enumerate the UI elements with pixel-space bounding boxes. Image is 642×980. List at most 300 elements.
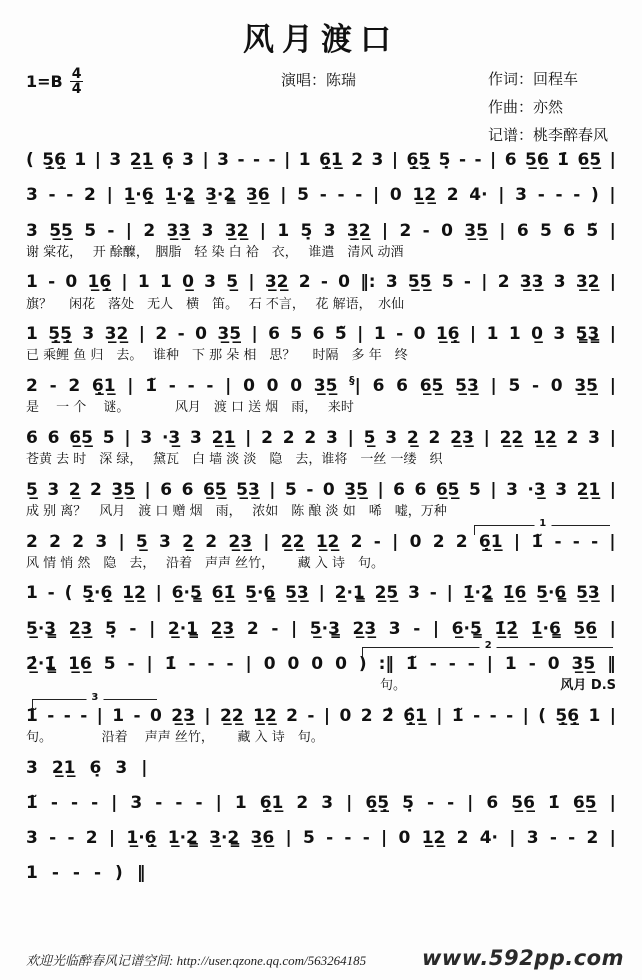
note-token: -	[206, 376, 214, 397]
note-token: 2	[246, 618, 259, 639]
music-row	[26, 654, 616, 675]
note-token: 1	[588, 705, 601, 726]
note-token: 4·	[469, 185, 488, 206]
note-token: 2̲3̲	[228, 531, 253, 552]
lyrics-row	[26, 297, 616, 313]
note-token: 0	[413, 324, 426, 345]
music-row	[26, 185, 616, 206]
lyrics-row	[26, 730, 616, 746]
note-token: 5̃	[586, 220, 599, 241]
note-token: 5̲3̲	[576, 583, 600, 604]
note-token: 3	[371, 150, 384, 170]
note-token: 3̲2̲	[346, 220, 371, 241]
note-token: -	[253, 150, 261, 170]
note-token: 5̳3̳	[575, 324, 600, 345]
note-token: |	[609, 618, 616, 639]
note-token: 5̲3̲	[236, 479, 260, 500]
note-token: 2	[455, 531, 468, 552]
note-token: |	[251, 324, 258, 345]
note-token: 3̲5̲	[217, 324, 242, 345]
note-token: 3	[553, 324, 566, 345]
volta-number: 2	[480, 641, 497, 651]
note-token: 6̲5̲	[202, 479, 227, 500]
score-line	[26, 517, 616, 572]
note-token: -	[187, 376, 195, 397]
lyrics-row	[26, 678, 616, 694]
note-token: |	[125, 220, 133, 241]
note-token: 5̲	[363, 427, 376, 448]
note-token: |	[202, 150, 209, 170]
note-token: 2	[72, 531, 85, 552]
score-line	[26, 639, 616, 694]
note-token: |	[215, 792, 222, 813]
note-token: -	[572, 531, 580, 552]
note-token: 0	[150, 705, 162, 726]
note-token: 2	[261, 427, 273, 448]
note-token: 6	[47, 427, 60, 448]
lyrics-text: 句。 沿着 声声 丝竹， 藏 入 诗 句。	[26, 730, 324, 745]
lyrics-text: 已 乘鲤 鱼 归 去。 谁种 下 那 朵 相 思？ 时隔 多 年 终	[26, 348, 408, 364]
note-token: 1	[486, 324, 499, 345]
note-token: -	[155, 792, 163, 813]
note-token: -	[447, 792, 455, 813]
note-token: 6	[563, 220, 576, 241]
note-token: -	[50, 792, 58, 813]
note-token: |	[469, 324, 477, 345]
note-token: 6	[396, 376, 408, 397]
note-token: 1̲2̲	[122, 583, 146, 604]
note-token: 6̣̲1̲	[259, 792, 284, 813]
note-token: 3̲·2̳	[209, 828, 240, 849]
note-token: 2	[90, 479, 102, 500]
note-token: 3	[182, 150, 194, 170]
note-token: 2̲	[182, 531, 194, 552]
note-token: 5̣	[300, 220, 313, 241]
score-line	[26, 216, 616, 261]
volta-bracket	[474, 517, 610, 535]
note-token: -	[554, 531, 562, 552]
note-token: -	[268, 150, 276, 170]
music-row	[26, 619, 616, 640]
note-token: 1	[277, 220, 290, 241]
note-token: 5	[469, 479, 481, 500]
note-token: 5̣	[402, 792, 414, 813]
score-line	[26, 371, 616, 416]
note-token: 1	[26, 583, 38, 604]
note-token: 1̇	[164, 653, 177, 674]
note-token: -	[532, 376, 540, 397]
note-token: 1̲̇2̲̇	[494, 618, 519, 639]
note-token: 0	[335, 653, 347, 674]
note-token: |	[609, 792, 616, 813]
note-token: -	[66, 185, 74, 206]
note-token: 1̇	[547, 792, 560, 813]
watermark: www.592pp.com	[422, 946, 624, 970]
note-token: 2	[350, 531, 363, 552]
key-signature	[26, 67, 83, 96]
note-token: |	[609, 150, 616, 170]
note-token: 1̲·6̣̲	[126, 828, 157, 849]
note-token: 5	[441, 272, 454, 293]
note-token: 3	[217, 150, 229, 170]
note-token: -	[528, 653, 536, 674]
note-token: 3	[388, 618, 401, 639]
note-token: -	[237, 150, 245, 170]
note-token: 0	[243, 376, 255, 397]
note-token: 1̲·6̣̲	[123, 185, 154, 206]
note-token: 5̲·6̳	[536, 583, 567, 604]
note-token: 6	[160, 479, 173, 500]
note-token: 1	[26, 863, 38, 884]
note-token: 1̃	[405, 653, 418, 674]
music-row	[26, 324, 616, 345]
note-token: 5	[540, 220, 552, 241]
music-row	[26, 272, 616, 293]
note-token: -	[127, 653, 135, 674]
note-token: ‖	[607, 653, 616, 674]
note-token: 1̲̇·2̳̇	[462, 583, 493, 604]
note-token: 1	[74, 150, 87, 170]
note-token: 3	[47, 479, 60, 500]
note-token: 0	[339, 705, 352, 726]
note-token: 3̲2̲	[224, 220, 249, 241]
note-token: 1̲2̲	[421, 828, 446, 849]
page-footer	[26, 946, 624, 970]
note-token: 6	[181, 479, 194, 500]
note-token: 5	[297, 185, 310, 206]
note-token: 5	[508, 376, 521, 397]
note-token: |	[483, 427, 490, 448]
note-token: 0	[322, 479, 335, 500]
note-token: -	[555, 185, 563, 206]
note-token: |	[225, 376, 232, 397]
note-token: 0	[290, 376, 303, 397]
note-token: 2	[360, 705, 373, 726]
note-token: |	[263, 531, 270, 552]
note-token: 2̲1̲	[576, 479, 601, 500]
note-token: -	[591, 531, 599, 552]
note-token: |	[372, 185, 380, 206]
note-token: -	[72, 863, 80, 884]
note-token: 6̣	[89, 757, 102, 778]
note-token: 5̲5̲	[49, 220, 73, 241]
note-token: )	[590, 185, 599, 206]
note-token: -	[93, 863, 102, 884]
note-token: |	[149, 618, 156, 639]
note-token: 5̲3̲	[285, 583, 309, 604]
ds-marker: 风月 D.S	[560, 678, 616, 694]
note-token: -	[573, 185, 581, 206]
note-token: 3	[325, 427, 338, 448]
note-token: 5̃	[334, 324, 347, 345]
note-token: 2	[428, 427, 441, 448]
score-line	[26, 475, 616, 520]
note-token: 5̲·6̳	[245, 583, 276, 604]
note-token: 2̲3̲	[68, 618, 93, 639]
note-token: -	[344, 828, 352, 849]
music-row	[26, 376, 616, 397]
note-token: 3̲2̲	[104, 324, 129, 345]
song-meta	[26, 65, 616, 143]
note-token: -	[413, 618, 421, 639]
note-token: 1̃	[531, 531, 544, 552]
note-token: 3̲2̲	[575, 272, 600, 293]
score-body	[26, 145, 616, 885]
note-token: |	[499, 220, 506, 241]
note-token: 2	[456, 828, 469, 849]
note-token: 1̃	[26, 705, 38, 726]
note-token: 3	[26, 828, 38, 849]
note-token: 3	[204, 272, 217, 293]
note-token: |	[204, 705, 211, 726]
score-line	[26, 691, 616, 746]
note-token: 6̲1̲̇	[211, 583, 236, 604]
note-token: 2	[351, 150, 364, 170]
lyrics-text: 风 情 悄 然 隐 去， 沿着 声声 丝竹， 藏 入 诗 句。	[26, 555, 385, 571]
note-token: |	[609, 705, 616, 726]
note-token: 2̲3̲	[210, 618, 235, 639]
note-token: -	[67, 828, 75, 849]
note-token: 1̲̇·6̳	[530, 618, 561, 639]
note-token: -	[195, 792, 203, 813]
note-token: 5	[102, 427, 115, 448]
note-token: -	[474, 150, 482, 170]
note-token: 5̣̲5̣̲	[48, 324, 72, 345]
note-token: -	[168, 376, 176, 397]
note-token: -	[48, 272, 56, 293]
note-token: -	[107, 220, 115, 241]
note-token: -	[429, 653, 437, 674]
score-line	[26, 319, 616, 364]
note-token: 5	[103, 653, 116, 674]
note-token: -	[207, 653, 215, 674]
note-token: |	[609, 479, 616, 500]
note-token: 6̲5̲	[435, 479, 460, 500]
score-line	[26, 753, 616, 779]
note-token: ‖:	[360, 272, 376, 293]
note-token: 2	[68, 376, 81, 397]
note-token: 5̲6̲	[573, 618, 598, 639]
note-token: 4·	[479, 828, 498, 849]
note-token: |	[121, 272, 128, 293]
note-token: |	[609, 185, 616, 206]
note-token: 3	[130, 792, 143, 813]
transcriber-credit: 记谱：桃李醉春风	[487, 127, 608, 144]
note-token: -	[70, 792, 79, 813]
music-row	[26, 758, 616, 779]
note-token: 1	[298, 150, 311, 170]
music-row	[26, 828, 616, 849]
song-title: 风月渡口	[243, 22, 399, 57]
note-token: 3	[115, 757, 128, 778]
note-token: 2	[566, 427, 579, 448]
note-token: 2	[432, 531, 445, 552]
note-token: 2̲3̲	[171, 705, 195, 726]
note-token: |	[509, 828, 516, 849]
note-token: 5̲6̲	[511, 792, 535, 813]
note-token: 5̲5̲	[407, 272, 432, 293]
note-token: 6̣̲1̲	[91, 376, 116, 397]
volta-number: 3	[86, 693, 103, 703]
music-row	[26, 863, 616, 884]
note-token: 3	[321, 792, 334, 813]
note-token: 3	[159, 531, 171, 552]
note-token: 0	[266, 376, 279, 397]
note-token: -	[47, 583, 55, 604]
note-token: 2̲1̲	[51, 757, 76, 778]
note-token: -	[48, 185, 56, 206]
lyrics-row	[26, 348, 616, 364]
note-token: |	[269, 479, 276, 500]
note-token: -	[506, 705, 514, 726]
note-token: ·3̲	[161, 427, 181, 448]
note-token: 3	[109, 150, 122, 170]
note-token: 3̲6̲	[250, 828, 275, 849]
note-token: 2̲1̲	[129, 150, 154, 170]
score-line	[26, 823, 616, 849]
note-token: 1̲2̲	[315, 531, 340, 552]
music-row	[26, 706, 616, 727]
score-line	[26, 788, 616, 814]
music-row	[26, 480, 616, 501]
note-token: |	[127, 376, 134, 397]
note-token: 6	[504, 150, 517, 170]
lyricist-credit: 作词：回程车	[487, 72, 578, 88]
note-token: 3̲·2̳	[205, 185, 236, 206]
note-token: 5	[290, 324, 303, 345]
note-token: -	[226, 653, 234, 674]
note-token: 3	[201, 220, 214, 241]
music-row	[26, 583, 616, 604]
lyrics-row	[26, 245, 616, 261]
note-token: 3̲2̲	[264, 272, 289, 293]
note-token: 0	[398, 828, 411, 849]
score-line	[26, 614, 616, 640]
note-token: 1	[159, 272, 172, 293]
note-token: |	[280, 185, 287, 206]
note-token: -	[355, 185, 363, 206]
note-token: 2	[26, 376, 38, 397]
note-token: :‖	[378, 653, 394, 674]
note-token: 2	[85, 828, 98, 849]
note-token: 6̣̲5̣̲	[365, 792, 390, 813]
note-token: 2̲3̲	[450, 427, 474, 448]
note-token: |	[141, 757, 148, 778]
note-token: 6̲5̲	[69, 427, 93, 448]
note-token: -	[429, 583, 437, 604]
note-token: 0	[287, 653, 300, 674]
note-token: |	[290, 618, 298, 639]
note-token: |	[609, 427, 616, 448]
note-token: 1	[234, 792, 247, 813]
note-token: 6̣̲5̣̲	[406, 150, 431, 170]
note-token: 2̲2̲	[280, 531, 305, 552]
note-token: 5̣̲6̣̲	[42, 150, 66, 170]
note-token: -	[467, 653, 475, 674]
note-token: 3	[26, 220, 38, 241]
note-token: 0	[263, 653, 276, 674]
score-line	[26, 267, 616, 312]
note-token: 2	[304, 427, 317, 448]
note-token: 5̲	[226, 272, 239, 293]
note-token: |	[323, 705, 331, 726]
note-token: 1̲2̲	[412, 185, 437, 206]
note-token: 1̲·2̳	[167, 828, 198, 849]
note-token: 0	[409, 531, 422, 552]
note-token: -	[537, 185, 545, 206]
note-token: -	[549, 828, 557, 849]
note-token: 2	[446, 185, 459, 206]
note-token: |	[118, 531, 125, 552]
note-token: 1̃	[451, 705, 464, 726]
note-token: |	[609, 828, 616, 849]
note-token: |	[446, 583, 453, 604]
note-token: 5̲	[26, 479, 38, 500]
note-token: |	[146, 653, 153, 674]
note-token: |	[259, 220, 266, 241]
note-token: -	[463, 272, 471, 293]
note-token: 3	[515, 185, 528, 206]
note-token: |	[96, 705, 103, 726]
note-token: 1	[137, 272, 150, 293]
lyrics-text: 谢 棠花， 开 酴醾， 胭脂 轻 染 白 袷 衣， 谁遣 清风 动酒	[26, 244, 404, 260]
note-token: 0	[389, 185, 402, 206]
note-token: 6	[372, 376, 385, 397]
note-token: §|	[349, 374, 361, 397]
note-token: 3	[526, 828, 539, 849]
note-token: 1	[373, 324, 386, 345]
note-token: -	[91, 792, 99, 813]
site-note: 欢迎光临醉春风记谱空间: http://user.qzone.qq.com/563264185	[26, 953, 367, 968]
note-token: 2	[155, 324, 168, 345]
note-token: |	[347, 427, 354, 448]
note-token: |	[381, 220, 389, 241]
note-token: 5̣̲·6̣̲	[82, 583, 113, 604]
note-token: 6̣̲1̲	[478, 531, 503, 552]
note-token: 3	[82, 324, 95, 345]
note-token: 1̃	[26, 792, 38, 813]
note-token: -	[373, 531, 381, 552]
volta-bracket	[32, 691, 157, 709]
note-token: -	[319, 185, 327, 206]
note-token: -	[568, 828, 576, 849]
note-token: 3	[588, 427, 600, 448]
lyrics-text: 句。	[380, 678, 407, 694]
note-token: 3	[553, 272, 566, 293]
note-token: |	[609, 376, 616, 397]
lyrics-row	[26, 452, 616, 468]
note-token: 2	[26, 531, 38, 552]
note-token: (	[64, 583, 73, 604]
note-token: 5̲	[135, 531, 148, 552]
note-token: 3̲5̲	[574, 376, 599, 397]
note-token: -	[188, 653, 196, 674]
note-token: |	[245, 653, 252, 674]
note-token: |	[108, 828, 116, 849]
note-token: 2̲	[406, 427, 419, 448]
note-token: 1̲·2̳	[164, 185, 195, 206]
note-token: 1̇	[557, 150, 570, 170]
note-token: 5̲·3̳	[26, 618, 57, 639]
note-token: 3	[408, 583, 420, 604]
note-token: -	[175, 792, 183, 813]
lyrics-text: 旗？ 闲花 落处 无人 横 笛。 石 不言， 花 解语， 水仙	[26, 296, 405, 312]
score-line	[26, 145, 616, 171]
note-token: -	[307, 705, 315, 726]
note-token: 6	[393, 479, 405, 500]
note-token: -	[51, 863, 59, 884]
note-token: -	[63, 705, 71, 726]
